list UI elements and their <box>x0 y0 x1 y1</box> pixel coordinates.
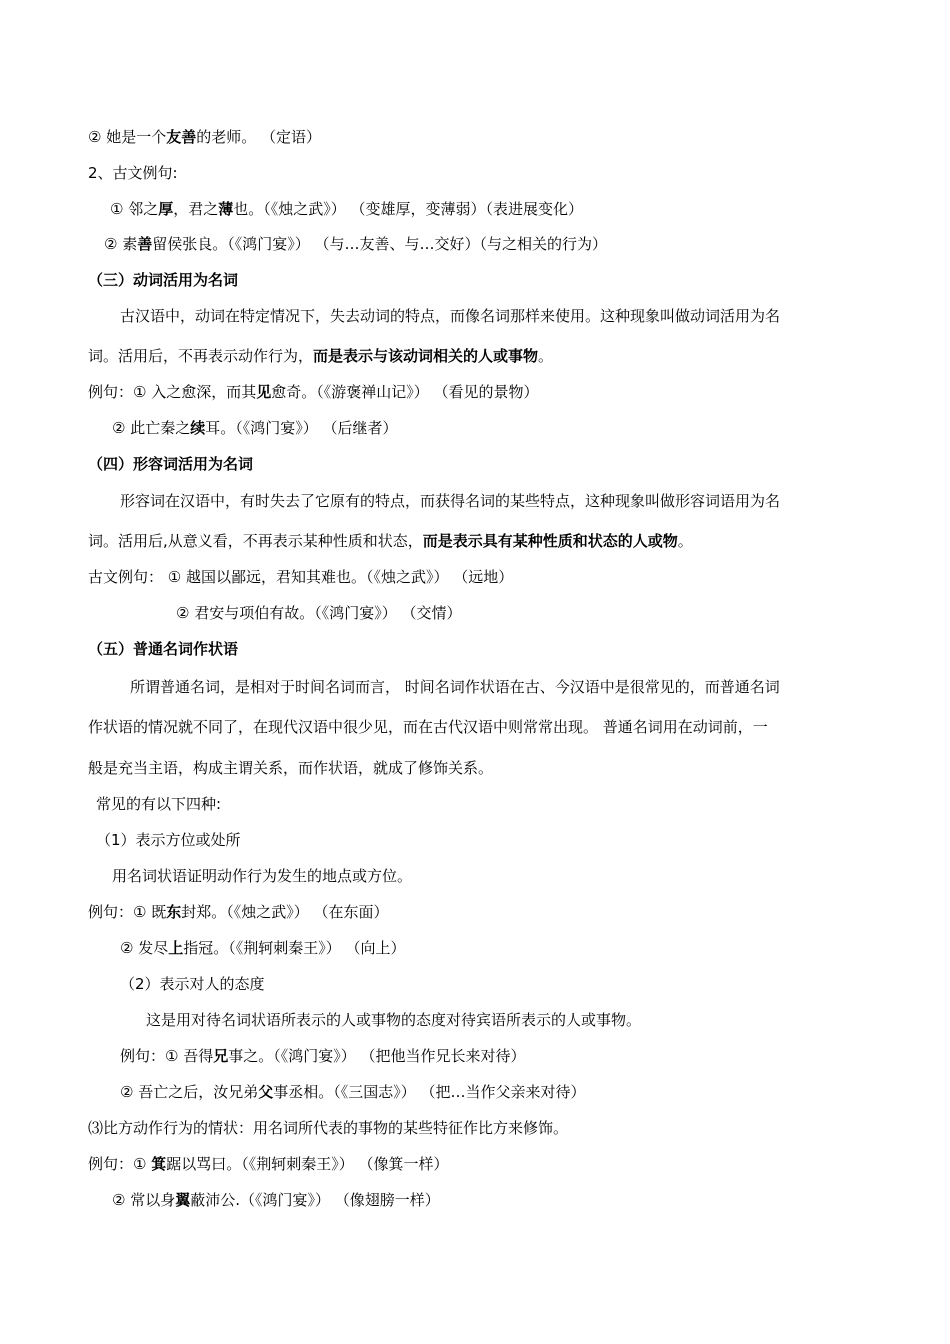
text-segment: 所谓普通名词，是相对于时间名词而言， 时间名词作状语在古、今汉语中是很常见的，而普通名词 <box>130 678 780 696</box>
text-line <box>88 716 768 738</box>
bold-text: （五）普通名词作状语 <box>88 640 239 658</box>
text-line <box>88 1153 449 1175</box>
text-line <box>88 162 178 184</box>
text-segment: 事之。（《鸿门宴》） （把他当作兄长来对待） <box>228 1047 526 1065</box>
text-line <box>88 126 321 148</box>
bold-text: 翼 <box>175 1191 191 1209</box>
text-segment: ② 君安与项伯有故。（《鸿门宴》） （交情） <box>176 604 462 622</box>
text-segment: （1）表示方位或处所 <box>96 831 241 849</box>
text-segment: ② 发尽 <box>120 939 169 957</box>
text-line <box>112 865 412 887</box>
text-line <box>88 530 693 552</box>
bold-text: 薄 <box>218 200 234 218</box>
text-segment: 古文例句： ① 越国以鄙远，君知其难也。（《烛之武》） （远地） <box>88 568 514 586</box>
text-segment: 例句：① <box>88 1155 152 1173</box>
text-segment: 词。活用后,从意义看，不再表示某种性质和状态， <box>88 532 423 550</box>
bold-text: 父 <box>258 1083 274 1101</box>
bold-text: 而是表示与该动词相关的人或事物 <box>313 347 539 365</box>
text-segment: 指冠。（《荆轲刺秦王》） （向上） <box>183 939 406 957</box>
text-line <box>110 198 583 220</box>
text-line <box>146 1009 641 1031</box>
text-line <box>96 793 221 815</box>
text-line <box>104 233 607 255</box>
bold-text: 东 <box>166 903 182 921</box>
text-line <box>88 757 493 779</box>
text-segment: ② 常以身 <box>112 1191 176 1209</box>
text-segment: 例句：① 吾得 <box>120 1047 214 1065</box>
text-segment: 踞以骂曰。（《荆轲刺秦王》） （像箕一样） <box>166 1155 449 1173</box>
bold-text: 兄 <box>213 1047 229 1065</box>
text-segment: 蔽沛公.（《鸿门宴》） （像翅膀一样） <box>190 1191 440 1209</box>
text-segment: 封郑。（《烛之武》） （在东面） <box>181 903 389 921</box>
text-segment: 也。（《烛之武》） （变雄厚，变薄弱）（表进展变化） <box>233 200 584 218</box>
text-segment: 事丞相。（《三国志》） （把…当作父亲来对待） <box>273 1083 586 1101</box>
text-segment: ⑶比方动作行为的情状：用名词所代表的事物的某些特征作比方来修饰。 <box>88 1119 569 1137</box>
text-line <box>88 269 238 291</box>
text-line <box>130 676 780 698</box>
text-line <box>88 345 553 367</box>
text-segment: 古汉语中，动词在特定情况下，失去动词的特点，而像名词那样来使用。这种现象叫做动词活用为名 <box>120 307 781 325</box>
text-segment: ② 素 <box>104 235 138 253</box>
bold-text: 箕 <box>151 1155 167 1173</box>
text-segment: 例句：① 既 <box>88 903 167 921</box>
text-line <box>176 602 462 624</box>
bold-text: （四）形容词活用为名词 <box>88 455 254 473</box>
text-segment: 留侯张良。（《鸿门宴》） （与…友善、与…交好）（与之相关的行为） <box>152 235 608 253</box>
text-segment: 例句：① 入之愈深，而其 <box>88 383 257 401</box>
bold-text: 而是表示具有某种性质和状态的人或物 <box>422 532 678 550</box>
text-line <box>112 417 398 439</box>
text-line <box>120 1045 526 1067</box>
bold-text: 友善 <box>166 128 197 146</box>
text-line <box>120 973 265 995</box>
text-segment: ① 邻之 <box>110 200 159 218</box>
text-line <box>88 901 389 923</box>
text-segment: 作状语的情况就不同了，在现代汉语中很少见，而在古代汉语中则常常出现。 普通名词用在动词前，一 <box>88 718 768 736</box>
text-segment: ② 此亡秦之 <box>112 419 191 437</box>
text-line <box>88 381 539 403</box>
bold-text: 续 <box>190 419 206 437</box>
text-line <box>120 937 406 959</box>
text-line <box>112 1189 440 1211</box>
text-segment: 。 <box>677 532 693 550</box>
text-segment: 常见的有以下四种: <box>96 795 222 813</box>
text-segment: 形容词在汉语中，有时失去了它原有的特点，而获得名词的某些特点，这种现象叫做形容词语用为名 <box>120 492 781 510</box>
text-segment: 的老师。 （定语） <box>196 128 322 146</box>
bold-text: 善 <box>137 235 153 253</box>
text-line <box>120 1081 586 1103</box>
text-line <box>96 829 241 851</box>
text-segment: ② 她是一个 <box>88 128 167 146</box>
text-segment: ，君之 <box>173 200 219 218</box>
text-segment: 用名词状语证明动作行为发生的地点或方位。 <box>112 867 413 885</box>
bold-text: （三）动词活用为名词 <box>88 271 239 289</box>
text-line <box>88 1117 568 1139</box>
bold-text: 见 <box>256 383 272 401</box>
text-segment: 耳。（《鸿门宴》） （后继者） <box>205 419 398 437</box>
text-segment: 2、古文例句: <box>88 164 178 182</box>
text-segment: （2）表示对人的态度 <box>120 975 265 993</box>
text-segment: 这是用对待名词状语所表示的人或事物的态度对待宾语所表示的人或事物。 <box>146 1011 642 1029</box>
bold-text: 厚 <box>158 200 174 218</box>
text-line <box>88 566 513 588</box>
text-line <box>88 638 238 660</box>
text-segment: 般是充当主语，构成主谓关系，而作状语，就成了修饰关系。 <box>88 759 494 777</box>
text-segment: 词。活用后，不再表示动作行为， <box>88 347 314 365</box>
text-line <box>120 305 780 327</box>
bold-text: 上 <box>168 939 184 957</box>
text-line <box>120 490 780 512</box>
text-segment: 愈奇。（《游褒禅山记》） （看见的景物） <box>271 383 539 401</box>
text-line <box>88 453 253 475</box>
text-segment: ② 吾亡之后，汝兄弟 <box>120 1083 259 1101</box>
text-segment: 。 <box>538 347 554 365</box>
